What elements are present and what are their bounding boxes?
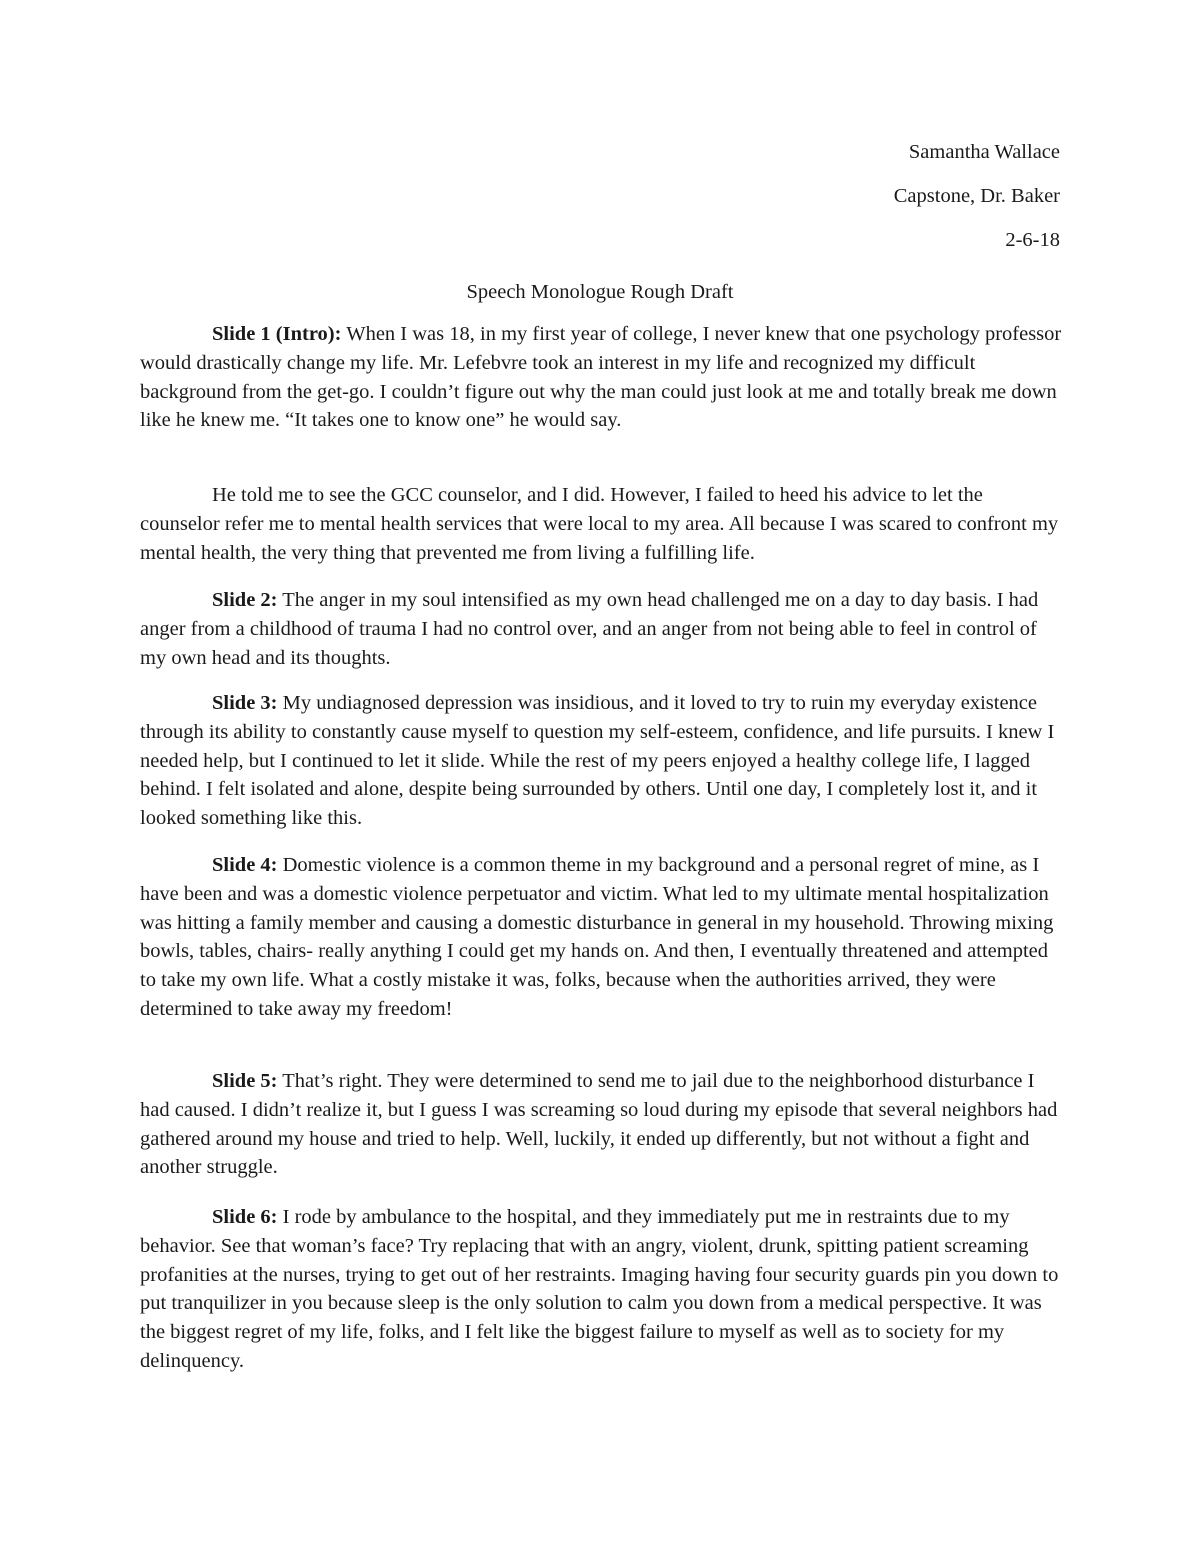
slide-label: Slide 6: (212, 1206, 278, 1228)
author-name: Samantha Wallace (908, 141, 1060, 163)
slide-label: Slide 2: (212, 589, 278, 611)
document-header (460, 141, 1060, 251)
paragraph-text: Domestic violence is a common theme in my background and a personal regret of mine, as I have been and was a domestic violence perpetuator and victim. What led to my ultimate mental hospitalization was hitting a family member and causing a domestic disturbance in general in my household. Throwing mixing bowls, tables, chairs- really anything I could get my hands on. And then, I eventually threatened and attempted to take my own life. What a costly mistake it was, folks, because when the authorities arrived, they were determined to take away my freedom! (140, 854, 1054, 1020)
paragraph-slide-1-continued (140, 481, 1062, 567)
paragraph-text: I rode by ambulance to the hospital, and they immediately put me in restraints due to my behavior. See that woman’s face? Try replacing that with an angry, violent, drunk, spitting patient screaming profanities at the nurses, trying to get out of her restraints. Imaging having four security guards pin you down to put tranquilizer in you because sleep is the only solution to calm you down from a medical perspective. It was the biggest regret of my life, folks, and I felt like the biggest failure to myself as well as to society for my delinquency. (140, 1206, 1059, 1372)
paragraph-slide-3 (140, 689, 1062, 833)
paragraph-text: He told me to see the GCC counselor, and I did. However, I failed to heed his advice to let the counselor refer me to mental health services that were local to my area. All because I was scared to confront my mental health, the very thing that prevented me from living a fulfilling life. (140, 484, 1059, 564)
paragraph-text: The anger in my soul intensified as my own head challenged me on a day to day basis. I had anger from a childhood of trauma I had no control over, and an anger from not being able to feel in control of my own head and its thoughts. (140, 589, 1039, 669)
document-date: 2-6-18 (1005, 229, 1060, 251)
slide-label: Slide 5: (212, 1070, 278, 1092)
paragraph-slide-4 (140, 851, 1062, 1024)
course-name: Capstone, Dr. Baker (893, 185, 1060, 207)
paragraph-slide-6 (140, 1203, 1062, 1376)
paragraph-text: That’s right. They were determined to send me to jail due to the neighborhood disturbance I had caused. I didn’t realize it, but I guess I was screaming so loud during my episode that several neighbors had gathered around my house and tried to help. Well, luckily, it ended up differently, but not without a fight and another struggle. (140, 1070, 1058, 1179)
paragraph-slide-2 (140, 586, 1062, 672)
slide-label: Slide 4: (212, 854, 278, 876)
paragraph-slide-1 (140, 320, 1062, 435)
slide-label: Slide 1 (Intro): (212, 323, 342, 345)
document-title: Speech Monologue Rough Draft (466, 281, 734, 303)
paragraph-text: When I was 18, in my first year of college, I never knew that one psychology professor would drastically change my life. Mr. Lefebvre took an interest in my life and recognized my difficult background from the get-go. I couldn’t figure out why the man could just look at me and totally break me down like he knew me. “It takes one to know one” he would say. (140, 323, 1062, 432)
paragraph-slide-5 (140, 1067, 1062, 1182)
paragraph-text: My undiagnosed depression was insidious, and it loved to try to ruin my everyday existence through its ability to constantly cause myself to question my self-esteem, confidence, and life pursuits. I knew I needed help, but I continued to let it slide. While the rest of my peers enjoyed a healthy college life, I lagged behind. I felt isolated and alone, despite being surrounded by others. Until one day, I completely lost it, and it looked something like this. (140, 692, 1055, 830)
slide-label: Slide 3: (212, 692, 278, 714)
